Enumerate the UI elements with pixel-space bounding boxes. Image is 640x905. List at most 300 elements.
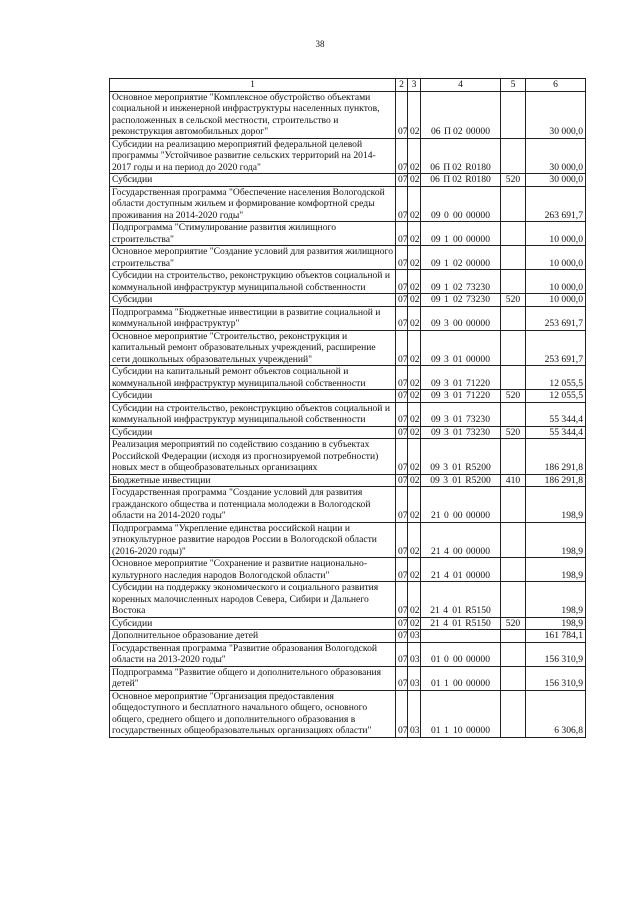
target-code-part: 09 bbox=[430, 462, 440, 473]
row-expense-type bbox=[501, 487, 526, 523]
target-code-part: 01 bbox=[453, 377, 463, 389]
table-row bbox=[110, 617, 586, 630]
row-expense-type bbox=[501, 666, 526, 690]
target-code-part: 00000 bbox=[466, 545, 490, 557]
table-row bbox=[110, 402, 586, 426]
target-code-part: П bbox=[443, 174, 451, 185]
row-subsection: 02 bbox=[408, 138, 421, 174]
target-code-part: 02 bbox=[453, 126, 463, 137]
target-code-part: 00 bbox=[453, 318, 463, 329]
row-name: Бюджетные инвестиции bbox=[110, 474, 396, 487]
target-code-part: 73230 bbox=[466, 281, 490, 293]
target-code-part: 73230 bbox=[466, 414, 490, 425]
row-subsection: 02 bbox=[408, 487, 421, 523]
target-code-part: 01 bbox=[431, 654, 441, 665]
row-name: Субсидии на поддержку экономического и социального развития коренных малочисленных народов Севера, Сибири и Дальнего Востока bbox=[110, 582, 396, 618]
target-code-part: 00 bbox=[453, 654, 463, 665]
row-subsection: 02 bbox=[408, 617, 421, 630]
row-amount: 30 000,0 bbox=[526, 174, 586, 187]
target-code-part: 09 bbox=[431, 209, 441, 221]
target-code-part: 00000 bbox=[466, 678, 490, 689]
target-code-parts bbox=[443, 630, 478, 642]
row-subsection: 02 bbox=[408, 582, 421, 618]
row-amount: 30 000,0 bbox=[526, 138, 586, 174]
row-subsection: 02 bbox=[408, 294, 421, 307]
row-subsection: 03 bbox=[408, 666, 421, 690]
row-amount: 156 310,9 bbox=[526, 642, 586, 666]
target-code-part: 09 bbox=[431, 318, 441, 329]
target-code-part: 3 bbox=[443, 474, 448, 486]
row-amount: 198,9 bbox=[526, 558, 586, 582]
row-section: 07 bbox=[396, 642, 408, 666]
table-row bbox=[110, 91, 586, 138]
row-target-code bbox=[421, 138, 501, 174]
target-code-part: 71220 bbox=[466, 390, 490, 401]
target-code-part: 02 bbox=[453, 294, 463, 305]
row-expense-type: 520 bbox=[501, 390, 526, 403]
target-code-part: 10 bbox=[453, 725, 463, 736]
row-expense-type: 410 bbox=[501, 474, 526, 487]
target-code-parts bbox=[431, 354, 490, 366]
row-target-code bbox=[421, 222, 501, 246]
row-section: 07 bbox=[396, 174, 408, 187]
target-code-part: 09 bbox=[431, 294, 441, 305]
target-code-parts bbox=[430, 605, 491, 617]
row-target-code bbox=[421, 91, 501, 138]
row-expense-type: 520 bbox=[501, 294, 526, 307]
target-code-part: 09 bbox=[431, 414, 441, 425]
target-code-part: П bbox=[444, 126, 451, 137]
target-code-part: 3 bbox=[444, 353, 449, 365]
row-subsection: 03 bbox=[408, 690, 421, 737]
target-code-part: 21 bbox=[430, 605, 440, 616]
table-body bbox=[110, 91, 586, 737]
row-expense-type bbox=[501, 246, 526, 270]
row-target-code bbox=[421, 246, 501, 270]
row-section: 07 bbox=[396, 487, 408, 523]
row-section: 07 bbox=[396, 222, 408, 246]
target-code-part: 00000 bbox=[466, 353, 490, 365]
row-amount: 10 000,0 bbox=[526, 294, 586, 307]
row-name: Субсидии bbox=[110, 174, 396, 187]
target-code-part: 00 bbox=[453, 233, 463, 245]
row-target-code bbox=[421, 487, 501, 523]
target-code-part: 09 bbox=[430, 474, 440, 486]
row-expense-type bbox=[501, 91, 526, 138]
target-code-part: 3 bbox=[444, 390, 449, 401]
row-subsection: 02 bbox=[408, 558, 421, 582]
row-subsection: 02 bbox=[408, 186, 421, 222]
row-amount: 12 055,5 bbox=[526, 366, 586, 390]
row-expense-type bbox=[501, 330, 526, 366]
row-amount: 253 691,7 bbox=[526, 306, 586, 330]
target-code-part: 01 bbox=[452, 462, 462, 473]
row-expense-type: 520 bbox=[501, 426, 526, 439]
table-row bbox=[110, 426, 586, 439]
row-subsection: 02 bbox=[408, 91, 421, 138]
row-section: 07 bbox=[396, 138, 408, 174]
row-name: Субсидии bbox=[110, 294, 396, 307]
table-row bbox=[110, 294, 586, 307]
row-section: 07 bbox=[396, 366, 408, 390]
budget-table bbox=[109, 78, 586, 738]
target-code-part: 73230 bbox=[466, 294, 490, 305]
target-code-part: 01 bbox=[452, 605, 462, 616]
target-code-parts bbox=[431, 390, 490, 402]
row-amount: 198,9 bbox=[526, 582, 586, 618]
row-expense-type bbox=[501, 138, 526, 174]
row-amount: 186 291,8 bbox=[526, 474, 586, 487]
target-code-part: 00 bbox=[453, 209, 463, 221]
target-code-part: R5150 bbox=[465, 617, 491, 629]
target-code-part: 09 bbox=[431, 281, 441, 293]
row-expense-type bbox=[501, 439, 526, 475]
row-subsection: 02 bbox=[408, 222, 421, 246]
target-code-part: 21 bbox=[431, 510, 441, 521]
row-expense-type bbox=[501, 690, 526, 737]
target-code-part: 00000 bbox=[466, 209, 490, 221]
target-code-part: 21 bbox=[430, 617, 440, 629]
target-code-parts bbox=[430, 618, 491, 630]
target-code-part: 21 bbox=[431, 545, 441, 557]
row-subsection: 02 bbox=[408, 522, 421, 558]
target-code-parts bbox=[430, 174, 491, 186]
target-code-parts bbox=[431, 126, 490, 138]
row-name: Субсидии на строительство, реконструкцию объектов социальной и коммунальной инфраструктур муниципальной собственности bbox=[110, 402, 396, 426]
target-code-part: 00000 bbox=[466, 510, 490, 521]
table-row bbox=[110, 306, 586, 330]
target-code-part: 02 bbox=[453, 257, 463, 269]
row-target-code bbox=[421, 402, 501, 426]
row-subsection: 03 bbox=[408, 642, 421, 666]
row-target-code bbox=[421, 186, 501, 222]
row-expense-type bbox=[501, 558, 526, 582]
target-code-parts bbox=[431, 294, 490, 306]
header-cell-6: 6 bbox=[526, 79, 586, 92]
target-code-part: 01 bbox=[453, 426, 463, 438]
row-section: 07 bbox=[396, 390, 408, 403]
row-amount: 10 000,0 bbox=[526, 222, 586, 246]
table-row bbox=[110, 582, 586, 618]
row-section: 07 bbox=[396, 246, 408, 270]
row-expense-type bbox=[501, 402, 526, 426]
row-section: 07 bbox=[396, 522, 408, 558]
table-row bbox=[110, 439, 586, 475]
row-name: Подпрограмма "Бюджетные инвестиции в развитие социальной и коммунальной инфраструктур" bbox=[110, 306, 396, 330]
target-code-part: 00000 bbox=[466, 233, 490, 245]
row-target-code bbox=[421, 630, 501, 643]
row-target-code bbox=[421, 666, 501, 690]
row-amount: 198,9 bbox=[526, 522, 586, 558]
row-section: 07 bbox=[396, 617, 408, 630]
row-amount: 186 291,8 bbox=[526, 439, 586, 475]
target-code-part: 00000 bbox=[466, 318, 490, 329]
target-code-part: 09 bbox=[431, 426, 441, 438]
target-code-parts bbox=[431, 427, 490, 439]
target-code-part: 1 bbox=[444, 678, 449, 689]
target-code-parts bbox=[431, 725, 490, 737]
row-subsection: 02 bbox=[408, 366, 421, 390]
target-code-parts bbox=[431, 378, 490, 390]
row-target-code bbox=[421, 426, 501, 439]
target-code-part: 00 bbox=[453, 510, 463, 521]
target-code-parts bbox=[431, 546, 490, 558]
row-section: 07 bbox=[396, 690, 408, 737]
target-code-part: 3 bbox=[444, 414, 449, 425]
row-amount: 198,9 bbox=[526, 617, 586, 630]
target-code-part: 1 bbox=[444, 233, 449, 245]
target-code-part: П bbox=[443, 161, 451, 173]
target-code-parts bbox=[430, 475, 491, 487]
target-code-part: 3 bbox=[443, 462, 448, 473]
target-code-part: 09 bbox=[431, 390, 441, 401]
row-name: Субсидии bbox=[110, 617, 396, 630]
row-expense-type bbox=[501, 366, 526, 390]
header-cell-3: 3 bbox=[408, 79, 421, 92]
target-code-part: R0180 bbox=[465, 161, 491, 173]
row-amount: 253 691,7 bbox=[526, 330, 586, 366]
target-code-part: 06 bbox=[431, 126, 441, 137]
target-code-part: 09 bbox=[431, 257, 441, 269]
row-subsection: 02 bbox=[408, 390, 421, 403]
target-code-parts bbox=[431, 210, 490, 222]
row-amount: 12 055,5 bbox=[526, 390, 586, 403]
row-amount: 263 691,7 bbox=[526, 186, 586, 222]
row-expense-type bbox=[501, 306, 526, 330]
row-target-code bbox=[421, 294, 501, 307]
row-subsection: 02 bbox=[408, 474, 421, 487]
row-subsection: 02 bbox=[408, 306, 421, 330]
table-row bbox=[110, 487, 586, 523]
row-amount: 10 000,0 bbox=[526, 246, 586, 270]
header-cell-2: 2 bbox=[396, 79, 408, 92]
target-code-part: 0 bbox=[444, 654, 449, 665]
row-subsection: 02 bbox=[408, 330, 421, 366]
target-code-parts bbox=[431, 510, 490, 522]
table-row bbox=[110, 186, 586, 222]
target-code-part: 01 bbox=[453, 569, 463, 581]
row-subsection: 02 bbox=[408, 270, 421, 294]
row-target-code bbox=[421, 306, 501, 330]
target-code-parts bbox=[431, 570, 490, 582]
target-code-part: 06 bbox=[430, 174, 440, 185]
target-code-part: 02 bbox=[452, 174, 462, 185]
row-target-code bbox=[421, 366, 501, 390]
row-name: Основное мероприятие "Строительство, реконструкция и капитальный ремонт образовательных учреждений, расширение сети дошкольных образовательных учреждений" bbox=[110, 330, 396, 366]
target-code-part: 01 bbox=[453, 414, 463, 425]
target-code-part: 3 bbox=[444, 318, 449, 329]
header-cell-1: 1 bbox=[110, 79, 396, 92]
row-expense-type: 520 bbox=[501, 617, 526, 630]
table-row bbox=[110, 642, 586, 666]
header-row bbox=[110, 79, 586, 92]
row-target-code bbox=[421, 390, 501, 403]
row-name: Основное мероприятие "Создание условий для развития жилищного строительства" bbox=[110, 246, 396, 270]
row-amount: 6 306,8 bbox=[526, 690, 586, 737]
target-code-part: 00000 bbox=[466, 257, 490, 269]
target-code-part: 4 bbox=[444, 569, 449, 581]
target-code-part: 01 bbox=[453, 353, 463, 365]
row-subsection: 02 bbox=[408, 439, 421, 475]
target-code-parts bbox=[431, 258, 490, 270]
row-section: 07 bbox=[396, 474, 408, 487]
table-row bbox=[110, 138, 586, 174]
target-code-part: 71220 bbox=[466, 377, 490, 389]
row-target-code bbox=[421, 474, 501, 487]
row-section: 07 bbox=[396, 582, 408, 618]
table-row bbox=[110, 522, 586, 558]
target-code-part: 00000 bbox=[466, 126, 490, 137]
target-code-part: 0 bbox=[444, 510, 449, 521]
row-expense-type bbox=[501, 642, 526, 666]
target-code-parts bbox=[431, 654, 490, 666]
row-target-code bbox=[421, 690, 501, 737]
page-number: 38 bbox=[315, 39, 325, 49]
target-code-part: 01 bbox=[452, 474, 462, 486]
target-code-part: R5150 bbox=[465, 605, 491, 616]
target-code-part: 1 bbox=[444, 281, 449, 293]
row-name: Субсидии на реализацию мероприятий федеральной целевой программы "Устойчивое развитие сельских территорий на 2014-2017 годы и на период до 2020 года" bbox=[110, 138, 396, 174]
row-target-code bbox=[421, 617, 501, 630]
header-cell-5: 5 bbox=[501, 79, 526, 92]
target-code-part: 3 bbox=[444, 426, 449, 438]
target-code-parts bbox=[431, 234, 490, 246]
target-code-part: 01 bbox=[453, 390, 463, 401]
row-amount: 55 344,4 bbox=[526, 426, 586, 439]
target-code-part: 09 bbox=[431, 377, 441, 389]
target-code-parts bbox=[431, 282, 490, 294]
row-section: 07 bbox=[396, 402, 408, 426]
target-code-part: 02 bbox=[453, 281, 463, 293]
row-expense-type bbox=[501, 270, 526, 294]
target-code-part: 1 bbox=[444, 257, 449, 269]
row-section: 07 bbox=[396, 294, 408, 307]
table-row bbox=[110, 174, 586, 187]
row-name: Субсидии на капитальный ремонт объектов социальной и коммунальной инфраструктур муниципальной собственности bbox=[110, 366, 396, 390]
row-amount: 10 000,0 bbox=[526, 270, 586, 294]
row-expense-type: 520 bbox=[501, 174, 526, 187]
row-subsection: 02 bbox=[408, 174, 421, 187]
row-expense-type bbox=[501, 630, 526, 643]
target-code-part: 1 bbox=[444, 725, 449, 736]
row-subsection: 03 bbox=[408, 630, 421, 643]
target-code-part: 00000 bbox=[466, 725, 490, 736]
row-name: Государственная программа "Обеспечение населения Вологодской области доступным жильем и формирование комфортной среды проживания на 2014-2020 годы" bbox=[110, 186, 396, 222]
target-code-part: 01 bbox=[431, 725, 441, 736]
row-amount: 161 784,1 bbox=[526, 630, 586, 643]
row-target-code bbox=[421, 174, 501, 187]
target-code-parts bbox=[430, 162, 491, 174]
row-expense-type bbox=[501, 186, 526, 222]
row-section: 07 bbox=[396, 270, 408, 294]
row-expense-type bbox=[501, 522, 526, 558]
table-row bbox=[110, 690, 586, 737]
target-code-part: 00 bbox=[453, 545, 463, 557]
target-code-part: 02 bbox=[452, 161, 462, 173]
row-name: Подпрограмма "Укрепление единства российской нации и этнокультурное развитие народов России в Вологодской области (2016-2020 годы)" bbox=[110, 522, 396, 558]
target-code-part: R5200 bbox=[465, 462, 491, 473]
row-subsection: 02 bbox=[408, 246, 421, 270]
row-name: Основное мероприятие "Сохранение и развитие национально-культурного наследия народов Вологодской области" bbox=[110, 558, 396, 582]
row-section: 07 bbox=[396, 666, 408, 690]
row-name: Подпрограмма "Развитие общего и дополнительного образования детей" bbox=[110, 666, 396, 690]
row-section: 07 bbox=[396, 91, 408, 138]
target-code-part: 00000 bbox=[466, 654, 490, 665]
row-name: Субсидии bbox=[110, 426, 396, 439]
row-target-code bbox=[421, 558, 501, 582]
target-code-part: 00000 bbox=[466, 569, 490, 581]
row-amount: 55 344,4 bbox=[526, 402, 586, 426]
target-code-part: 06 bbox=[430, 161, 440, 173]
row-subsection: 02 bbox=[408, 402, 421, 426]
row-section: 07 bbox=[396, 630, 408, 643]
target-code-part: 0 bbox=[444, 209, 449, 221]
target-code-part: 21 bbox=[431, 569, 441, 581]
row-name: Субсидии на строительство, реконструкцию объектов социальной и коммунальной инфраструктур муниципальной собственности bbox=[110, 270, 396, 294]
target-code-parts bbox=[431, 414, 490, 426]
row-amount: 156 310,9 bbox=[526, 666, 586, 690]
row-name: Основное мероприятие "Комплексное обустройство объектами социальной и инженерной инфраструктуры населенных пунктов, расположенных в сельской местности, строительство и реконструкция автомобильных дорог" bbox=[110, 91, 396, 138]
target-code-part: R5200 bbox=[465, 474, 491, 486]
row-section: 07 bbox=[396, 426, 408, 439]
row-expense-type bbox=[501, 222, 526, 246]
target-code-parts bbox=[431, 678, 490, 690]
table-row bbox=[110, 366, 586, 390]
row-expense-type bbox=[501, 582, 526, 618]
row-section: 07 bbox=[396, 558, 408, 582]
row-name: Подпрограмма "Стимулирование развития жилищного строительства" bbox=[110, 222, 396, 246]
row-name: Субсидии bbox=[110, 390, 396, 403]
target-code-part: 09 bbox=[431, 353, 441, 365]
row-amount: 198,9 bbox=[526, 487, 586, 523]
row-name: Дополнительное образование детей bbox=[110, 630, 396, 643]
row-section: 07 bbox=[396, 439, 408, 475]
table-row bbox=[110, 390, 586, 403]
row-target-code bbox=[421, 582, 501, 618]
target-code-part: 73230 bbox=[466, 426, 490, 438]
table-row bbox=[110, 630, 586, 643]
table-row bbox=[110, 558, 586, 582]
target-code-parts bbox=[430, 462, 491, 474]
target-code-part: 09 bbox=[431, 233, 441, 245]
target-code-part: 00 bbox=[453, 678, 463, 689]
row-amount: 30 000,0 bbox=[526, 91, 586, 138]
target-code-part: 3 bbox=[444, 377, 449, 389]
row-target-code bbox=[421, 270, 501, 294]
target-code-part: 01 bbox=[431, 678, 441, 689]
table-row bbox=[110, 666, 586, 690]
table-row bbox=[110, 246, 586, 270]
table-row bbox=[110, 270, 586, 294]
row-name: Государственная программа "Развитие образования Вологодской области на 2013-2020 годы" bbox=[110, 642, 396, 666]
row-section: 07 bbox=[396, 186, 408, 222]
target-code-part: 4 bbox=[443, 605, 448, 616]
target-code-part: 4 bbox=[444, 545, 449, 557]
target-code-part: 4 bbox=[443, 617, 448, 629]
row-subsection: 02 bbox=[408, 426, 421, 439]
row-target-code bbox=[421, 330, 501, 366]
table-row bbox=[110, 222, 586, 246]
target-code-part: 01 bbox=[452, 617, 462, 629]
table-row bbox=[110, 330, 586, 366]
row-target-code bbox=[421, 522, 501, 558]
header-cell-4: 4 bbox=[421, 79, 501, 92]
row-section: 07 bbox=[396, 330, 408, 366]
row-name: Реализация мероприятий по содействию созданию в субъектах Российской Федерации (исходя из прогнозируемой потребности) новых мест в общеобразовательных организациях bbox=[110, 439, 396, 475]
row-section: 07 bbox=[396, 306, 408, 330]
row-target-code bbox=[421, 439, 501, 475]
table-row bbox=[110, 474, 586, 487]
